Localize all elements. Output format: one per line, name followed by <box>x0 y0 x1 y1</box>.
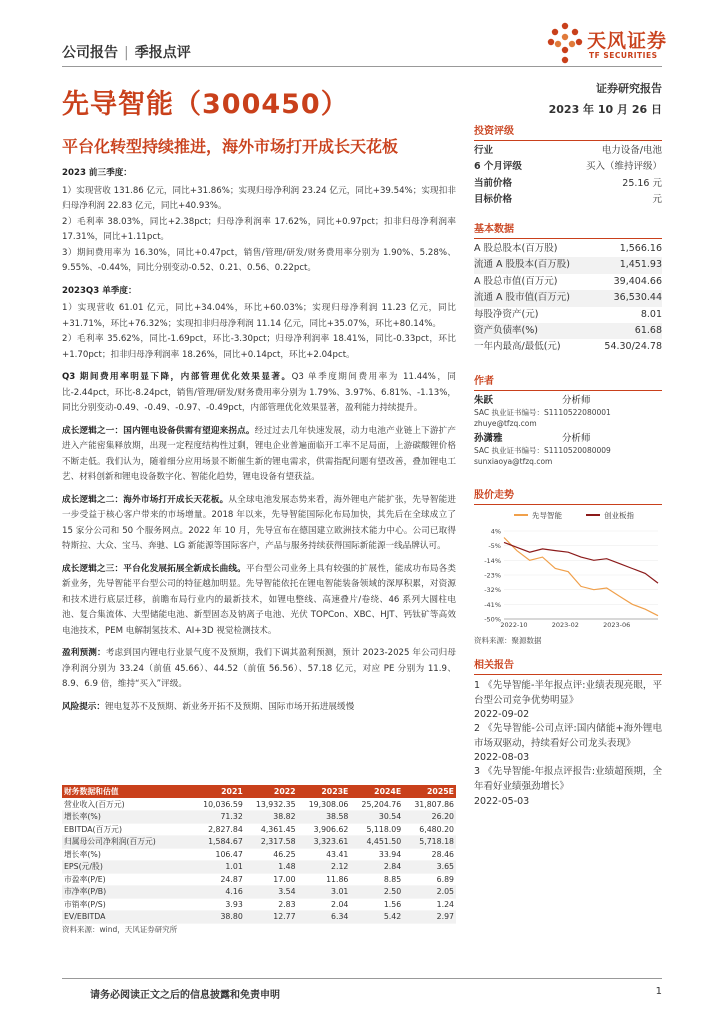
table-cell: 市销率(P/S) <box>62 898 192 911</box>
table-cell: 26.20 <box>403 811 456 824</box>
table-header-cell: 2022 <box>245 785 298 798</box>
report-category: 公司报告 | 季报点评 <box>62 45 191 61</box>
company-logo <box>545 20 675 70</box>
author-name-row <box>474 433 662 445</box>
y-tick-label: -32% <box>484 586 501 595</box>
table-cell: 6.89 <box>403 873 456 886</box>
kv-key: 行业 <box>474 145 494 156</box>
table-cell: 8.85 <box>350 873 403 886</box>
author-entry <box>474 433 662 467</box>
lead-text: 成长逻辑之三：平台化发展拓展全新成长曲线。 <box>62 563 246 574</box>
related-panel <box>474 656 662 809</box>
table-cell: 2.83 <box>245 898 298 911</box>
table-cell: 4,451.50 <box>350 836 403 849</box>
table-cell: 6.34 <box>298 911 351 924</box>
y-tick-label: -41% <box>484 600 501 609</box>
table-cell: 33.94 <box>350 848 403 861</box>
author-email[interactable]: sunxiaoya@tfzq.com <box>474 457 553 466</box>
kv-row <box>474 339 662 355</box>
kv-row <box>474 290 662 306</box>
table-header-row <box>62 785 456 798</box>
table-row <box>62 823 456 836</box>
page-number: 1 <box>655 986 662 997</box>
kv-key: 目标价格 <box>474 194 513 206</box>
table-cell: 1.01 <box>192 861 245 874</box>
paragraph-logic-2 <box>62 493 456 555</box>
x-tick-label: 2023-06 <box>603 621 631 629</box>
body-text: 锂电复苏不及预期、新业务开拓不及预期、国际市场开拓进展缓慢 <box>104 701 355 712</box>
table-cell: 1.56 <box>350 898 403 911</box>
logo-english-text: TF SECURITIES <box>589 51 658 60</box>
table-row <box>62 798 456 811</box>
kv-row <box>474 241 662 257</box>
author-role: 分析师 <box>562 395 591 406</box>
table-cell: 12.77 <box>245 911 298 924</box>
table-cell: 3,323.61 <box>298 836 351 849</box>
paragraph: 3）期间费用率为 16.30%，同比+0.47pct，销售/管理/研发/财务费用率分别为 1.90%、5.28%、9.55%、-0.44%，同比分别变动-0.52、0.21、0.56、0.22pct。 <box>62 247 456 273</box>
table-cell: 28.46 <box>403 848 456 861</box>
report-title: 平台化转型持续推进，海外市场打开成长天花板 <box>62 137 399 156</box>
financial-table <box>62 785 456 924</box>
table-source: 资料来源：wind，天风证券研究所 <box>62 925 178 934</box>
author-name: 孙潇雅 <box>474 433 503 444</box>
legend-label: 先导智能 <box>532 511 562 520</box>
category-label: 公司报告 <box>62 45 118 61</box>
series-line <box>504 542 658 583</box>
table-header-cell: 2025E <box>403 785 456 798</box>
table-cell: 25,204.76 <box>350 798 403 811</box>
table-cell: 2.97 <box>403 911 456 924</box>
disclaimer: 请务必阅读正文之后的信息披露和免责申明 <box>90 990 280 1001</box>
paragraph: 2）毛利率 35.62%，同比-1.69pct，环比-3.30pct；归母净利润率 18.41%，同比-0.33pct，环比+1.70pct；扣非归母净利润率 18.26%，同比+0.14pct，环比+2.04pct。 <box>62 334 456 360</box>
table-cell: 2.05 <box>403 886 456 899</box>
author-name-row <box>474 395 662 407</box>
x-tick-label: 2023-02 <box>551 621 579 629</box>
lead-text: Q3 期间费用率明显下降，内部管理优化效果显著。 <box>62 372 292 382</box>
kv-value: 1,566.16 <box>619 243 662 254</box>
table-row <box>62 886 456 899</box>
kv-key: A 股总市值(百万元) <box>474 275 558 287</box>
main-body <box>62 166 456 722</box>
kv-value: 电力设备/电池 <box>601 145 662 156</box>
table-cell: 3.54 <box>245 886 298 899</box>
body-text: 平台型公司业务上具有较强的扩展性，能成功布局各类新业务，先导智能平台型公司的特征越加明显。先导智能依托在锂电智能装备领域的深厚积累，对资源和技术进行底层迁移，前瞻布局行业内的最新技术，如锂电整线、高速叠片/卷绕、46 系列大圆柱电池、复合集流体、大型储能电池、新型固态及钠离子电池、光伏 TOPCon、XBC、HJT、钙钛矿等高效电池技术，PEM 电解制氢技术、AI+3D 视觉检测技术。 <box>62 563 456 636</box>
paragraph-q3-expense <box>62 370 456 417</box>
table-cell: 13,932.35 <box>245 798 298 811</box>
table-cell: 31,807.86 <box>403 798 456 811</box>
kv-key: 一年内最高/最低(元) <box>474 341 561 353</box>
kv-key: 6 个月评级 <box>474 161 522 173</box>
table-cell: 5.42 <box>350 911 403 924</box>
table-cell: 1.48 <box>245 861 298 874</box>
footer-divider <box>62 978 662 979</box>
kv-row <box>474 192 662 208</box>
body-text: 经过过去几年快速发展，动力电池产业链上下游扩产进入产能密集释放期，出现一定程度结构性过剩，锂电企业普遍面临开工率不足局面，上游碳酸锂价格不断走低。我们认为，随着细分应用场景不断催生新的锂电需求，供需指配问题有望改善，叠加锂电工艺、材料创新和锂电设备数字化、智能化趋势，锂电设备有望获益。 <box>62 425 456 482</box>
series-line <box>504 538 658 616</box>
financial-table-wrapper <box>62 785 456 924</box>
kv-value: 61.68 <box>634 324 662 336</box>
table-cell: 24.87 <box>192 873 245 886</box>
paragraph-forecast <box>62 646 456 693</box>
related-heading: 相关报告 <box>474 656 662 675</box>
lead-text: 成长逻辑之一：国内锂电设备供需有望迎来拐点。 <box>62 425 255 436</box>
company-name: 先导智能（300450） <box>62 89 349 120</box>
kv-value: 买入（维持评级） <box>585 161 662 173</box>
table-row <box>62 836 456 849</box>
y-tick-label: -14% <box>484 556 501 565</box>
table-row <box>62 848 456 861</box>
kv-value: 25.16 元 <box>622 177 662 189</box>
table-cell: 71.32 <box>192 811 245 824</box>
paragraph-logic-3 <box>62 562 456 640</box>
body-text: 从全球电池发展态势来看，海外锂电产能扩张，先导智能进一步受益于核心客户带来的市场增量。2018 年以来，先导智能国际化布局加快，其先后在全球成立了 15 家分公司和 50 个服务网点。2022 年 10 月，先导宣布在德国建立欧洲技术能力中心。公司已取得特斯拉、大众、宝马、奔驰、LG 新能源等国际客户，产品与服务持续获得国际新能源一线品牌认可。 <box>62 494 456 551</box>
table-cell: EBITDA(百万元) <box>62 823 192 836</box>
table-cell: 归属母公司净利润(百万元) <box>62 836 192 849</box>
paragraph: 1）实现营收 61.01 亿元，同比+34.04%，环比+60.03%；实现归母净利润 11.23 亿元，同比+31.71%，环比+76.32%；实现扣非归母净利润 11.14 亿元，同比+35.07%，环比+80.14%。 <box>62 303 456 329</box>
table-cell: 6,480.20 <box>403 823 456 836</box>
price-chart-heading: 股价走势 <box>474 486 662 505</box>
chart-source: 资料来源：聚源数据 <box>474 636 542 645</box>
table-cell: 19,308.06 <box>298 798 351 811</box>
logo-icon <box>545 20 585 66</box>
kv-key: 资产负债率(%) <box>474 324 538 336</box>
table-row <box>62 861 456 874</box>
related-report-date: 2022-09-02 <box>474 709 530 721</box>
price-chart <box>474 507 662 635</box>
subcategory-label: 季报点评 <box>134 45 191 61</box>
table-cell: 38.80 <box>192 911 245 924</box>
kv-row <box>474 176 662 192</box>
lead-text: 盈利预测： <box>62 648 106 658</box>
kv-key: 当前价格 <box>474 177 513 189</box>
table-cell: 11.86 <box>298 873 351 886</box>
table-cell: 5,718.18 <box>403 836 456 849</box>
lead-text: 风险提示： <box>62 701 105 712</box>
y-tick-label: -23% <box>484 571 501 580</box>
author-cert: SAC 执业证书编号：S1110520080009 <box>474 446 611 455</box>
table-cell: 3.65 <box>403 861 456 874</box>
table-cell: 3.01 <box>298 886 351 899</box>
related-report-link[interactable]: 2 《先导智能-公司点评:国内储能+海外锂电市场双驱动，持续看好公司龙头表现》 <box>474 723 662 749</box>
table-cell: 2.04 <box>298 898 351 911</box>
y-tick-label: 4% <box>490 527 501 536</box>
price-chart-panel <box>474 486 662 646</box>
table-header-cell: 2023E <box>298 785 351 798</box>
table-cell: 106.47 <box>192 848 245 861</box>
basic-data-panel <box>474 220 662 356</box>
table-row <box>62 873 456 886</box>
kv-value: 39,404.66 <box>613 275 662 287</box>
table-cell: 1.24 <box>403 898 456 911</box>
table-cell: 3.93 <box>192 898 245 911</box>
table-cell: 38.82 <box>245 811 298 824</box>
rating-panel <box>474 122 662 209</box>
author-name: 朱跃 <box>474 395 494 406</box>
table-cell: 10,036.59 <box>192 798 245 811</box>
table-header-cell: 2021 <box>192 785 245 798</box>
table-cell: 2.12 <box>298 861 351 874</box>
table-cell: 38.58 <box>298 811 351 824</box>
kv-row <box>474 274 662 290</box>
table-row <box>62 811 456 824</box>
related-report-link[interactable]: 1 《先导智能-半年报点评:业绩表现亮眼，平台型公司竞争优势明显》 <box>474 680 662 706</box>
table-cell: EPS(元/股) <box>62 861 192 874</box>
table-cell: 增长率(%) <box>62 848 192 861</box>
paragraph: 1）实现营收 131.86 亿元，同比+31.86%；实现归母净利润 23.24 亿元，同比+39.54%；实现扣非归母净利润 22.83 亿元，同比+40.93%。 <box>62 185 456 211</box>
table-cell: EV/EBITDA <box>62 911 192 924</box>
related-report-date: 2022-05-03 <box>474 795 530 807</box>
x-tick-label: 2022-10 <box>500 621 528 629</box>
table-cell: 30.54 <box>350 811 403 824</box>
authors-panel <box>474 372 662 471</box>
kv-value: 元 <box>652 194 662 206</box>
table-cell: 市盈率(P/E) <box>62 873 192 886</box>
table-cell: 2.50 <box>350 886 403 899</box>
table-cell: 4.16 <box>192 886 245 899</box>
kv-value: 8.01 <box>640 308 662 320</box>
table-cell: 43.41 <box>298 848 351 861</box>
author-entry <box>474 395 662 429</box>
kv-key: 流通 A 股股本(百万股) <box>474 259 570 271</box>
table-cell: 营业收入(百万元) <box>62 798 192 811</box>
paragraph-risk <box>62 700 456 716</box>
kv-row <box>474 307 662 323</box>
table-cell: 46.25 <box>245 848 298 861</box>
section-heading-ytd: 2023 前三季度： <box>62 168 132 178</box>
table-cell: 2,827.84 <box>192 823 245 836</box>
table-cell: 5,118.09 <box>350 823 403 836</box>
kv-row <box>474 159 662 175</box>
table-row <box>62 911 456 924</box>
logo-text: 天风证券 <box>587 30 668 52</box>
related-report-link[interactable]: 3 《先导智能-年报点评报告:业绩超预期，全年看好业绩强劲增长》 <box>474 766 662 792</box>
paragraph: 2）毛利率 38.03%，同比+2.38pct；归母净利润率 17.62%，同比+0.97pct；扣非归母净利润率 17.31%，同比+1.11pct。 <box>62 216 456 242</box>
table-cell: 4,361.45 <box>245 823 298 836</box>
author-role: 分析师 <box>562 433 591 444</box>
related-report-date: 2022-08-03 <box>474 752 530 764</box>
header-divider <box>62 66 662 67</box>
table-header-cell: 2024E <box>350 785 403 798</box>
table-cell: 增长率(%) <box>62 811 192 824</box>
authors-heading: 作者 <box>474 372 662 391</box>
y-tick-label: -5% <box>488 542 501 551</box>
table-header-cell: 财务数据和估值 <box>62 785 192 798</box>
kv-key: A 股总股本(百万股) <box>474 243 558 254</box>
section-heading-q3: 2023Q3 单季度： <box>62 285 137 296</box>
table-cell: 市净率(P/B) <box>62 886 192 899</box>
table-cell: 17.00 <box>245 873 298 886</box>
report-date: 2023 年 10 月 26 日 <box>548 103 662 116</box>
y-tick-label: -50% <box>484 615 501 624</box>
lead-text: 成长逻辑之二：海外市场打开成长天花板。 <box>62 494 229 505</box>
author-email[interactable]: zhuye@tfzq.com <box>474 419 537 428</box>
paragraph-logic-1 <box>62 424 456 486</box>
table-cell: 3,906.62 <box>298 823 351 836</box>
legend-label: 创业板指 <box>604 511 634 520</box>
table-cell: 2,317.58 <box>245 836 298 849</box>
kv-value: 54.30/24.78 <box>604 341 662 353</box>
author-cert: SAC 执业证书编号：S1110522080001 <box>474 408 611 417</box>
kv-row <box>474 323 662 339</box>
rating-heading: 投资评级 <box>474 122 662 141</box>
kv-key: 每股净资产(元) <box>474 308 539 320</box>
kv-row <box>474 257 662 273</box>
kv-value: 36,530.44 <box>613 292 662 304</box>
report-type: 证券研究报告 <box>596 82 662 95</box>
body-text: 考虑到国内锂电行业景气度不及预期，我们下调其盈利预测，预计 2023-2025 年公司归母净利润分别为 33.24（前值 45.66）、44.52（前值 56.56）、57.18 亿元，对应 PE 分别为 11.9、8.9、6.9 倍，维持“买入”评级。 <box>62 648 456 689</box>
table-row <box>62 898 456 911</box>
kv-value: 1,451.93 <box>619 259 662 271</box>
table-cell: 1,584.67 <box>192 836 245 849</box>
body-text: Q3 单季度期间费用率为 11.44%，同比-2.44pct，环比-8.24pct，销售/管理/研发/财务费用率分别为 1.79%、3.97%、6.81%、-1.13%，同比分别变动-0.49、-0.49、-0.97、-0.49pct，内部管理优化效果显著，盈利能力持续提升。 <box>62 372 456 413</box>
kv-row <box>474 143 662 159</box>
basic-data-heading: 基本数据 <box>474 220 662 239</box>
table-cell: 2.84 <box>350 861 403 874</box>
kv-key: 流通 A 股市值(百万元) <box>474 292 570 304</box>
